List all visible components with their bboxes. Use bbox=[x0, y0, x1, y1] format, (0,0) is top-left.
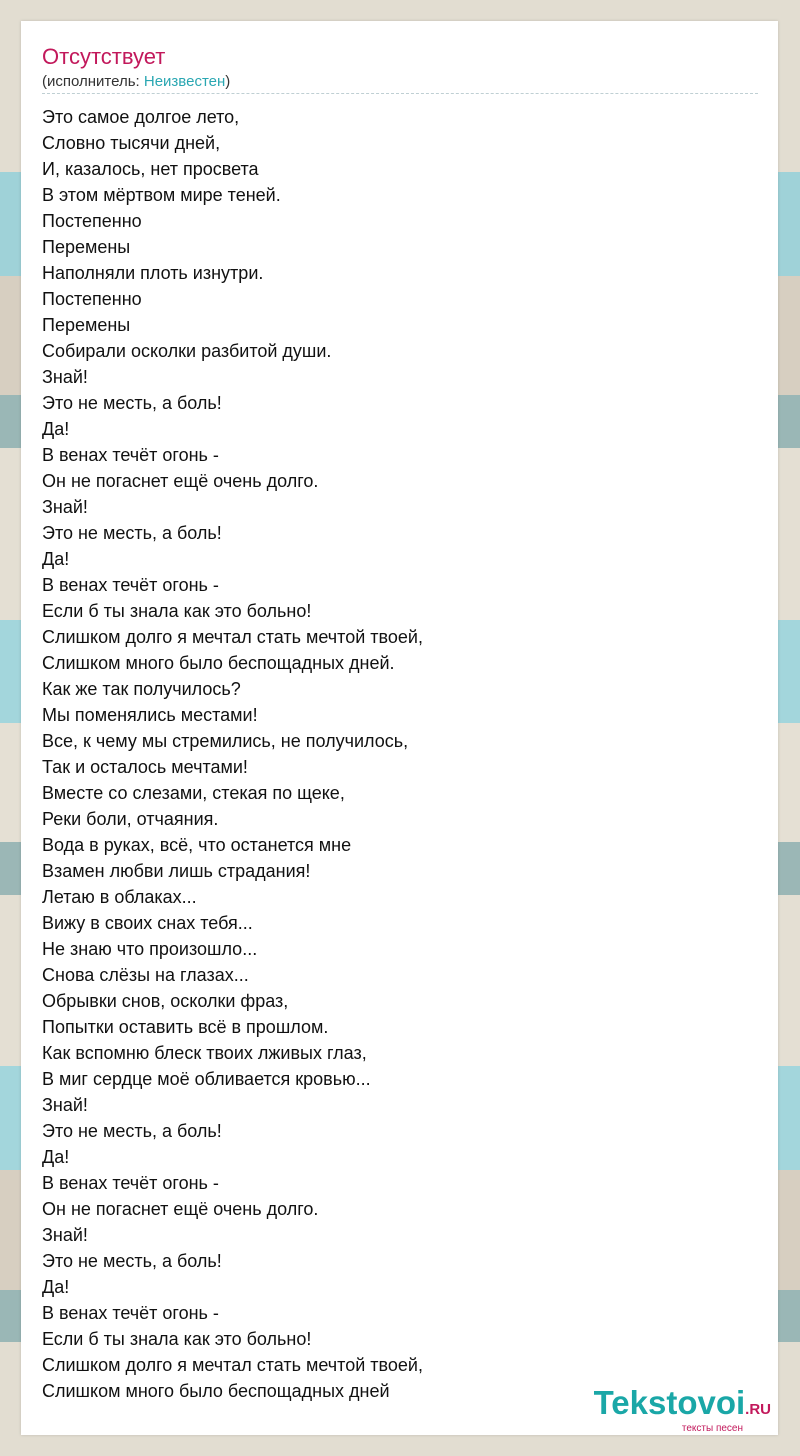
artist-link[interactable]: Неизвестен bbox=[143, 73, 226, 90]
lyrics-text bbox=[42, 104, 758, 1404]
lyric-line: Это не месть, а боль! bbox=[42, 523, 222, 543]
lyric-line: Слишком долго я мечтал стать мечтой твоей, bbox=[42, 627, 423, 647]
lyric-line: Реки боли, отчаяния. bbox=[42, 809, 219, 829]
lyric-line: В этом мёртвом мире теней. bbox=[42, 185, 281, 205]
lyric-line: Перемены bbox=[42, 315, 131, 335]
lyric-line: Летаю в облаках... bbox=[42, 887, 197, 907]
site-logo[interactable] bbox=[594, 1386, 771, 1435]
song-title: Отсутствует bbox=[42, 44, 166, 69]
lyric-line: Слишком долго я мечтал стать мечтой твоей, bbox=[42, 1355, 423, 1375]
lyric-line: Перемены bbox=[42, 237, 131, 257]
lyric-line: Обрывки снов, осколки фраз, bbox=[42, 991, 289, 1011]
lyric-line: Это самое долгое лето, bbox=[42, 107, 240, 127]
lyric-line: Взамен любви лишь страдания! bbox=[42, 861, 311, 881]
lyric-line: Это не месть, а боль! bbox=[42, 1121, 222, 1141]
lyric-line: Это не месть, а боль! bbox=[42, 1251, 222, 1271]
lyrics-card bbox=[21, 21, 778, 1435]
lyric-line: Как же так получилось? bbox=[42, 679, 241, 699]
lyric-line: Постепенно bbox=[42, 289, 142, 309]
lyric-line: Да! bbox=[42, 1147, 70, 1167]
lyric-line: Да! bbox=[42, 419, 70, 439]
lyric-line: Вода в руках, всё, что останется мне bbox=[42, 835, 352, 855]
lyric-line: Наполняли плоть изнутри. bbox=[42, 263, 264, 283]
lyric-line: Знай! bbox=[42, 1225, 88, 1245]
lyric-line: Он не погаснет ещё очень долго. bbox=[42, 1199, 319, 1219]
lyric-line: Так и осталось мечтами! bbox=[42, 757, 248, 777]
lyric-line: Знай! bbox=[42, 367, 88, 387]
lyric-line: Знай! bbox=[42, 1095, 88, 1115]
artist-line bbox=[42, 73, 758, 94]
lyric-line: В венах течёт огонь - bbox=[42, 1173, 219, 1193]
lyric-line: Вижу в своих снах тебя... bbox=[42, 913, 253, 933]
lyric-line: Если б ты знала как это больно! bbox=[42, 1329, 312, 1349]
lyric-line: Как вспомню блеск твоих лживых глаз, bbox=[42, 1043, 367, 1063]
lyric-line: Постепенно bbox=[42, 211, 142, 231]
lyric-line: Если б ты знала как это больно! bbox=[42, 601, 312, 621]
lyric-line: В венах течёт огонь - bbox=[42, 575, 219, 595]
logo-tld: .RU bbox=[745, 1401, 771, 1418]
lyric-line: В венах течёт огонь - bbox=[42, 445, 219, 465]
lyric-line: Не знаю что произошло... bbox=[42, 939, 258, 959]
lyric-line: Это не месть, а боль! bbox=[42, 393, 222, 413]
lyric-line: Собирали осколки разбитой души. bbox=[42, 341, 332, 361]
lyric-line: Попытки оставить всё в прошлом. bbox=[42, 1017, 329, 1037]
lyric-line: Слишком много было беспощадных дней bbox=[42, 1381, 390, 1401]
lyric-line: И, казалось, нет просвета bbox=[42, 159, 259, 179]
lyric-line: В миг сердце моё обливается кровью... bbox=[42, 1069, 371, 1089]
artist-prefix: (исполнитель: bbox=[42, 73, 144, 90]
lyric-line: В венах течёт огонь - bbox=[42, 1303, 219, 1323]
lyric-line: Слишком много было беспощадных дней. bbox=[42, 653, 395, 673]
lyric-line: Знай! bbox=[42, 497, 88, 517]
artist-suffix: ) bbox=[225, 73, 231, 90]
lyric-line: Снова слёзы на глазах... bbox=[42, 965, 249, 985]
lyric-line: Вместе со слезами, стекая по щеке, bbox=[42, 783, 345, 803]
lyric-line: Все, к чему мы стремились, не получилось, bbox=[42, 731, 409, 751]
lyric-line: Мы поменялись местами! bbox=[42, 705, 258, 725]
lyric-line: Да! bbox=[42, 1277, 70, 1297]
logo-tagline: тексты песен bbox=[681, 1423, 743, 1434]
lyric-line: Словно тысячи дней, bbox=[42, 133, 221, 153]
logo-name: Tekstovoi bbox=[593, 1384, 746, 1421]
lyric-line: Он не погаснет ещё очень долго. bbox=[42, 471, 319, 491]
lyric-line: Да! bbox=[42, 549, 70, 569]
